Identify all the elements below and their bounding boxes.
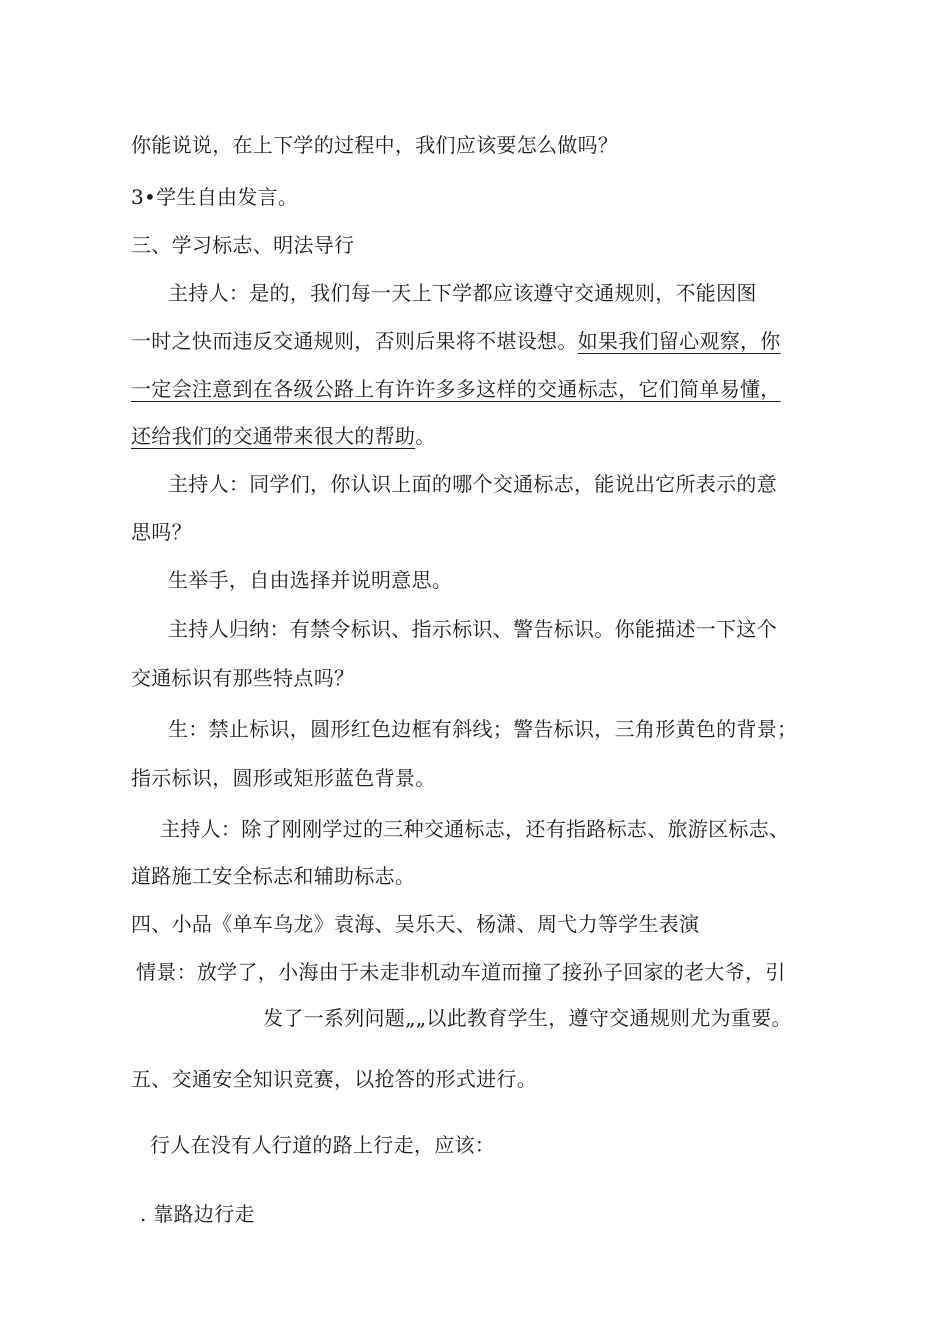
paragraph-line [136, 958, 786, 986]
text-run: 你能说说，在上下学的过程中，我们应该要怎么做吗？ [131, 133, 619, 157]
paragraph-line [168, 715, 797, 743]
underlined-text: 还给我们的交通带来很大的帮助 [131, 424, 416, 448]
paragraph-line [131, 131, 618, 159]
text-run: 交通标识有那些特点吗？ [131, 666, 355, 690]
text-run: 主持人归纳：有禁令标识、指示标识、警告标识。你能描述一下这个 [168, 617, 777, 641]
section-heading [131, 910, 699, 938]
paragraph-line [168, 615, 777, 643]
paragraph-line [131, 327, 781, 355]
text-run: 。 [415, 424, 436, 448]
text-run: 主持人：是的，我们每一天上下学都应该遵守交通规则，不能因图 [168, 281, 757, 305]
paragraph-line [168, 279, 757, 307]
text-run: 发了一系列问题„„以此教育学生，遵守交通规则尤为重要。 [263, 1006, 792, 1030]
text-run: 生：禁止标识，圆形红色边框有斜线；警告标识，三角形黄色的背景； [168, 717, 798, 741]
text-run: 指示标识，圆形或矩形蓝色背景。 [131, 766, 436, 790]
paragraph-line [131, 183, 298, 211]
text-run: 一定会注意到在各级公路上有许许多多这样的交通标志，它们简单易懂， [131, 377, 781, 401]
paragraph-line [263, 1004, 792, 1032]
text-run: 四、小品《单车乌龙》袁海、吴乐天、杨潇、周弋力等学生表演 [131, 912, 700, 936]
text-run: 五、交通安全知识竞赛，以抢答的形式进行。 [131, 1067, 537, 1091]
text-run: 主持人：除了刚刚学过的三种交通标志，还有指路标志、旅游区标志、 [160, 817, 790, 841]
paragraph-line [160, 815, 789, 843]
section-heading [131, 231, 354, 259]
text-run: 道路施工安全标志和辅助标志。 [131, 864, 416, 888]
paragraph-line [131, 664, 354, 692]
text-run: . 靠路边行走 [140, 1202, 255, 1226]
text-run: 主持人：同学们，你认识上面的哪个交通标志，能说出它所表示的意 [168, 472, 777, 496]
text-run: 3•学生自由发言。 [131, 185, 299, 209]
text-run: 行人在没有人行道的路上行走，应该： [150, 1133, 496, 1157]
text-run: 生举手，自由选择并说明意思。 [168, 568, 453, 592]
text-run: 情景：放学了，小海由于未走非机动车道而撞了接孙子回家的老大爷，引 [136, 960, 786, 984]
underlined-text: 如果我们留心观察，你 [577, 329, 781, 353]
paragraph-line [168, 566, 452, 594]
paragraph-line [131, 518, 192, 546]
paragraph-line [168, 470, 777, 498]
underlined-line [131, 375, 781, 403]
question-text [150, 1131, 495, 1159]
answer-option [140, 1200, 255, 1228]
text-run: 一时之快而违反交通规则，否则后果将不堪设想。 [131, 329, 578, 353]
paragraph-line [131, 862, 415, 890]
paragraph-line [131, 764, 436, 792]
text-run: 思吗？ [131, 520, 192, 544]
section-heading [131, 1065, 537, 1093]
paragraph-line [131, 422, 436, 450]
text-run: 三、学习标志、明法导行 [131, 233, 355, 257]
